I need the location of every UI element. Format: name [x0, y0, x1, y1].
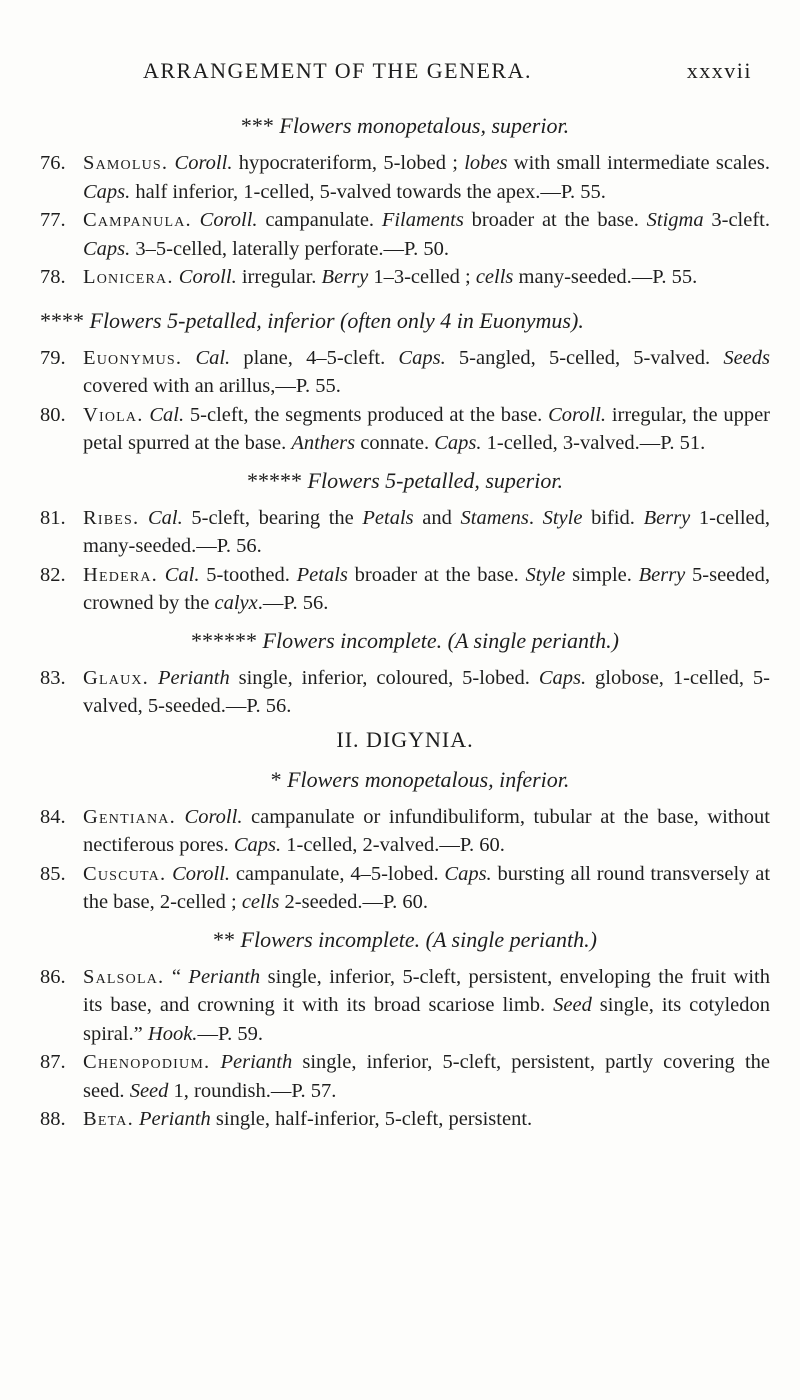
entry-body	[83, 860, 770, 917]
section-heading	[40, 304, 770, 338]
entry-number: 85.	[40, 862, 66, 885]
section-heading-text: Flowers monopetalous, inferior.	[287, 766, 570, 792]
genus-entry	[40, 206, 770, 263]
genus-name: Campanula.	[83, 209, 192, 231]
entry-number: 84.	[40, 805, 66, 828]
entry-number: 76.	[40, 152, 66, 174]
entry-number: 86.	[40, 965, 66, 988]
entry-body	[83, 561, 770, 618]
genus-entry	[40, 803, 770, 860]
entry-number: 88.	[40, 1108, 66, 1130]
entry-body	[83, 149, 770, 206]
genus-name: Chenopodium.	[83, 1051, 211, 1073]
entry-body	[83, 803, 770, 860]
genus-name: Salsola.	[83, 965, 165, 988]
genus-name: Euonymus.	[83, 346, 183, 369]
section-heading-text: Flowers 5-petalled, superior.	[307, 467, 563, 493]
page-body	[40, 103, 770, 1134]
genus-description: Perianth single, half-inferior, 5-cleft, persistent.	[139, 1108, 533, 1130]
entry-body	[83, 1105, 770, 1134]
section-heading	[40, 109, 770, 143]
genus-name: Ribes.	[83, 506, 140, 529]
genus-description: Coroll. campanulate or infundibuliform, tubular at the base, without nectiferous pores. Caps. 1-celled, 2-valved.—P. 60.	[83, 805, 770, 856]
entry-number: 77.	[40, 209, 66, 231]
page-number: xxxvii	[686, 58, 752, 83]
entry-body	[83, 344, 770, 401]
section-stars: ****	[40, 307, 84, 333]
genus-name: Lonicera.	[83, 266, 174, 288]
section-heading	[40, 923, 770, 957]
section-heading-text: Flowers 5-petalled, inferior (often only 4 in Euonymus).	[89, 307, 584, 333]
entry-body	[83, 664, 770, 721]
genus-description: Cal. 5-cleft, the segments produced at the base. Coroll. irregular, the upper petal spurred at the base. Anthers connate. Caps. 1-celled, 3-valved.—P. 51.	[83, 403, 771, 454]
entry-number: 82.	[40, 563, 66, 586]
section-heading	[40, 624, 770, 658]
genus-entry	[40, 1048, 770, 1105]
genus-description: Coroll. hypocrateriform, 5-lobed ; lobes with small intermediate scales. Caps. half inferior, 1-celled, 5-valved towards the apex.—P. 55.	[83, 152, 770, 203]
genus-entry	[40, 561, 770, 618]
section-heading	[40, 763, 770, 797]
genus-entry	[40, 1105, 770, 1134]
genus-name: Cuscuta.	[83, 862, 167, 885]
genus-name: Viola.	[83, 403, 144, 426]
genus-description: Cal. 5-cleft, bearing the Petals and Stamens. Style bifid. Berry 1-celled, many-seeded.—P. 56.	[83, 506, 771, 557]
entry-body	[83, 263, 770, 292]
entry-number: 80.	[40, 403, 66, 426]
entry-number: 79.	[40, 346, 66, 369]
order-heading: II. DIGYNIA.	[336, 726, 474, 752]
genus-entry	[40, 149, 770, 206]
section-stars: *	[270, 766, 282, 792]
genus-entry	[40, 263, 770, 292]
entry-body	[83, 1048, 770, 1105]
genus-name: Glaux.	[83, 666, 150, 689]
entry-body	[83, 206, 770, 263]
entry-number: 81.	[40, 506, 66, 529]
genus-name: Gentiana.	[83, 805, 176, 828]
genus-entry	[40, 344, 770, 401]
section-heading-text: Flowers incomplete. (A single perianth.)	[240, 926, 597, 952]
genus-description: “ Perianth single, inferior, 5-cleft, persistent, enveloping the fruit with its base, and crowning it with its broad scariose limb. Seed single, its cotyledon spiral.” Hook.—P. 59.	[83, 965, 770, 1045]
genus-description: Coroll. irregular. Berry 1–3-celled ; cells many-seeded.—P. 55.	[178, 266, 698, 288]
genus-description: Coroll. campanulate. Filaments broader at the base. Stigma 3-cleft. Caps. 3–5-celled, laterally perforate.—P. 50.	[83, 209, 770, 260]
entry-number: 78.	[40, 266, 66, 288]
entry-body	[83, 963, 770, 1049]
genus-entry	[40, 963, 770, 1049]
entry-body	[83, 504, 770, 561]
section-stars: **	[213, 926, 236, 952]
entry-body	[83, 401, 770, 458]
entry-number: 83.	[40, 666, 66, 689]
section-stars: *****	[247, 467, 303, 493]
genus-entry	[40, 860, 770, 917]
genus-description: Cal. 5-toothed. Petals broader at the base. Style simple. Berry 5-seeded, crowned by the calyx.—P. 56.	[83, 563, 770, 614]
genus-description: Coroll. campanulate, 4–5-lobed. Caps. bursting all round transversely at the base, 2-celled ; cells 2-seeded.—P. 60.	[83, 862, 771, 913]
genus-description: Cal. plane, 4–5-cleft. Caps. 5-angled, 5-celled, 5-valved. Seeds covered with an arillus,—P. 55.	[83, 346, 771, 397]
genus-name: Hedera.	[83, 563, 158, 586]
genus-description: Perianth single, inferior, 5-cleft, persistent, partly covering the seed. Seed 1, roundish.—P. 57.	[83, 1051, 771, 1102]
genus-description: Perianth single, inferior, coloured, 5-lobed. Caps. globose, 1-celled, 5-valved, 5-seeded.—P. 56.	[83, 666, 770, 717]
section-heading-text: Flowers incomplete. (A single perianth.)	[262, 627, 619, 653]
genus-entry	[40, 401, 770, 458]
genus-name: Beta.	[83, 1108, 134, 1130]
genus-entry	[40, 504, 770, 561]
section-stars: ***	[240, 113, 274, 138]
entry-number: 87.	[40, 1051, 66, 1073]
section-heading-text: Flowers monopetalous, superior.	[279, 113, 570, 138]
section-stars: ******	[191, 627, 258, 653]
section-heading	[40, 464, 770, 498]
running-head-title: ARRANGEMENT OF THE GENERA.	[143, 58, 532, 83]
genus-entry	[40, 664, 770, 721]
genus-name: Samolus.	[83, 152, 169, 174]
